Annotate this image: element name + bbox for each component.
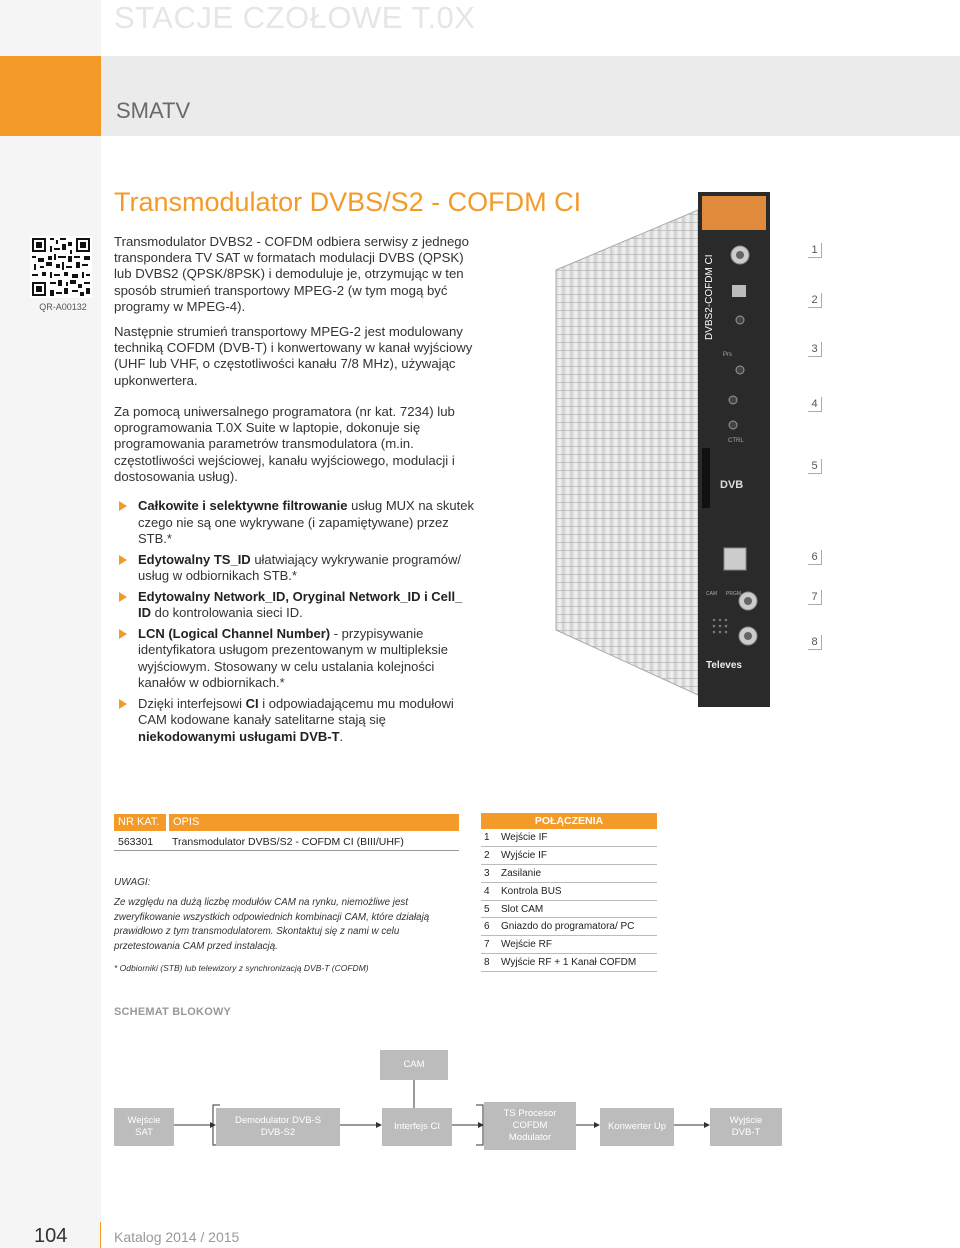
page-number: 104 xyxy=(34,1225,68,1247)
conn-number: 1 xyxy=(484,832,490,843)
footer-divider xyxy=(100,1222,101,1248)
port-label: CTRL xyxy=(728,438,744,444)
feature-bold: LCN (Logical Channel Number) xyxy=(138,625,331,641)
notes-title: UWAGI: xyxy=(114,877,151,888)
callout-2: 2 xyxy=(808,293,822,308)
block-label: Konwerter Up xyxy=(607,1121,667,1132)
conn-number: 4 xyxy=(484,885,490,897)
callout-3: 3 xyxy=(808,342,822,357)
block-upconverter xyxy=(600,1108,674,1146)
list-item xyxy=(481,847,657,865)
arrow-icon xyxy=(119,699,127,709)
conn-number: 8 xyxy=(484,957,490,969)
arrow-icon xyxy=(119,629,127,639)
list-item xyxy=(481,829,657,847)
feature-bold: Całkowite i selektywne filtrowanie xyxy=(138,498,348,513)
block-label: DVB-S2 xyxy=(260,1127,296,1138)
arrow-icon xyxy=(119,501,127,511)
feature-list xyxy=(116,498,476,749)
conn-number: 3 xyxy=(484,867,490,879)
conn-number: 6 xyxy=(484,921,490,933)
port-label: CAM xyxy=(706,591,718,597)
qr-code[interactable] xyxy=(30,236,92,298)
block-label: TS Procesor xyxy=(503,1108,557,1119)
feature-bold: niekodowanymi usługami DVB-T xyxy=(138,728,340,744)
left-sidebar xyxy=(0,0,101,1248)
feature-text: Dzięki interfejsowi xyxy=(138,695,246,711)
orange-accent-bar xyxy=(0,56,101,136)
block-label: Wyjście xyxy=(729,1115,763,1126)
device-image xyxy=(548,190,778,710)
arrow-icon xyxy=(119,592,127,602)
block-input xyxy=(114,1108,174,1146)
port-label: PRGM xyxy=(726,591,741,597)
description-paragraph-3: Za pomocą uniwersalnego programatora (nr kat. 7234) lub oprogramowania T.0X Suite w laptopie, dokonuje się programowania parametrów transmodulatora (m.in. częstotliwości wejściowej, kanału wyjściowego, modulacji i dostosowania usług). xyxy=(114,404,455,484)
table-cell-cat: 563301 xyxy=(118,836,154,848)
feature-item xyxy=(116,552,476,585)
footnote: * Odbiorniki (STB) lub telewizory z synchronizacją DVB-T (COFDM) xyxy=(114,963,369,973)
feature-text: do kontrolowania sieci ID. xyxy=(151,605,303,620)
list-item xyxy=(481,918,657,936)
description-paragraph-1: Transmodulator DVBS2 - COFDM odbiera serwisy z jednego transpondera TV SAT w formatach modulacji DVBS (QPSK) lub DVBS2 (QPSK/8PSK) i demoduluje je, otrzymując w ten sposób strumień transportowy MPEG-2 (w tym mogą być programy w MPEG-4). xyxy=(114,234,469,314)
port-label: Prs xyxy=(723,352,732,358)
table-row xyxy=(114,834,459,851)
header-band xyxy=(101,56,960,136)
conn-label: Wejście IF xyxy=(501,832,548,843)
callout-6: 6 xyxy=(808,550,822,565)
feature-bold: Edytowalny Network_ID, Oryginal Network_ID i Cell_ ID xyxy=(138,588,463,620)
list-item xyxy=(481,865,657,883)
conn-number: 5 xyxy=(484,903,490,915)
list-item xyxy=(481,936,657,954)
connections-title: POŁĄCZENIA xyxy=(481,813,657,829)
block-output xyxy=(710,1108,782,1146)
feature-item xyxy=(116,626,476,692)
block-label: CAM xyxy=(403,1059,425,1070)
dvb-logo: DVB xyxy=(720,479,744,491)
feature-item xyxy=(116,696,476,746)
list-item xyxy=(481,883,657,901)
conn-label: Kontrola BUS xyxy=(501,885,562,897)
conn-number: 2 xyxy=(484,849,490,861)
block-label: SAT xyxy=(135,1127,153,1138)
model-label-vertical: DVBS2-COFDM CI xyxy=(704,254,715,340)
conn-label: Gniazdo do programatora/ PC xyxy=(501,921,635,933)
table-cell-desc: Transmodulator DVBS/S2 - COFDM CI (BIII/UHF) xyxy=(172,836,404,848)
conn-label: Zasilanie xyxy=(501,867,542,879)
feature-item xyxy=(116,498,476,548)
block-label: Interfejs CI xyxy=(394,1121,440,1132)
block-label: COFDM xyxy=(512,1120,548,1131)
catalog-label: Katalog 2014 / 2015 xyxy=(114,1229,240,1245)
connections-list xyxy=(481,829,657,972)
notes-text: Ze względu na dużą liczbę modułów CAM na rynku, niemożliwe jest zweryfikowanie wszystkich odpowiednich kombinacji CAM, które działają prawidłowo z tym transmodulatorem. Skontaktuj się z nami w celu przetestowania CAM przed instalacją. xyxy=(114,897,430,952)
block-diagram xyxy=(114,1050,834,1170)
conn-label: Slot CAM xyxy=(501,903,544,915)
block-ts-processor xyxy=(484,1102,576,1150)
callout-1: 1 xyxy=(808,243,822,258)
list-item xyxy=(481,954,657,972)
feature-bold: CI xyxy=(245,695,259,711)
arrow-icon xyxy=(119,555,127,565)
callout-7: 7 xyxy=(808,590,822,605)
table-header-desc: OPIS xyxy=(168,814,459,831)
conn-number: 7 xyxy=(484,939,490,951)
block-cam xyxy=(380,1050,448,1080)
feature-text: . xyxy=(339,728,344,744)
block-label: Demodulator DVB-S xyxy=(234,1115,322,1126)
feature-bold: Edytowalny TS_ID xyxy=(138,551,251,567)
qr-label: QR-A00132 xyxy=(39,302,87,312)
callout-5: 5 xyxy=(808,459,822,474)
conn-label: Wyjście IF xyxy=(501,849,548,861)
feature-item xyxy=(116,589,476,622)
table-header-cat: NR KAT. xyxy=(114,814,166,831)
brand-logo: Televes xyxy=(706,660,742,671)
feature-text: i odpowiadającemu mu modułowi CAM kodowane kanały satelitarne stają się xyxy=(138,695,454,727)
conn-label: Wyjście RF + 1 Kanał COFDM xyxy=(501,957,637,969)
subsection-title: SMATV xyxy=(116,98,191,123)
feature-text: - przypisywanie identyfikatora usługom prezentowanym w multipleksie wyjściowym. Stosowany w celu ustalania kolejności kanałów w odbiornikach.* xyxy=(138,625,448,690)
feature-text: usług MUX na skutek czego nie są one wykrywane (i zapamiętywane) przez STB.* xyxy=(138,498,474,546)
block-label: Wejście xyxy=(127,1115,161,1126)
feature-text: ułatwiający wykrywanie programów/ usług w odbiornikach STB.* xyxy=(138,551,461,583)
product-title: Transmodulator DVBS/S2 - COFDM CI xyxy=(114,187,582,217)
section-title: STACJE CZOŁOWE T.0X xyxy=(114,0,476,35)
block-demodulator xyxy=(216,1108,340,1146)
conn-label: Wejście RF xyxy=(501,939,552,951)
block-label: Modulator xyxy=(508,1132,552,1143)
description-paragraph-2: Następnie strumień transportowy MPEG-2 jest modulowany techniką COFDM (DVB-T) i konwertowany w kanał wyjściowy (UHF lub VHF, o częstotliwości kanału 7/8 MHz), używając upkonwertera. xyxy=(114,324,473,388)
list-item xyxy=(481,901,657,919)
block-ci-interface xyxy=(382,1108,452,1146)
callout-8: 8 xyxy=(808,635,822,650)
block-label: DVB-T xyxy=(731,1127,761,1138)
schematic-title: SCHEMAT BLOKOWY xyxy=(114,1006,232,1018)
callout-4: 4 xyxy=(808,397,822,412)
